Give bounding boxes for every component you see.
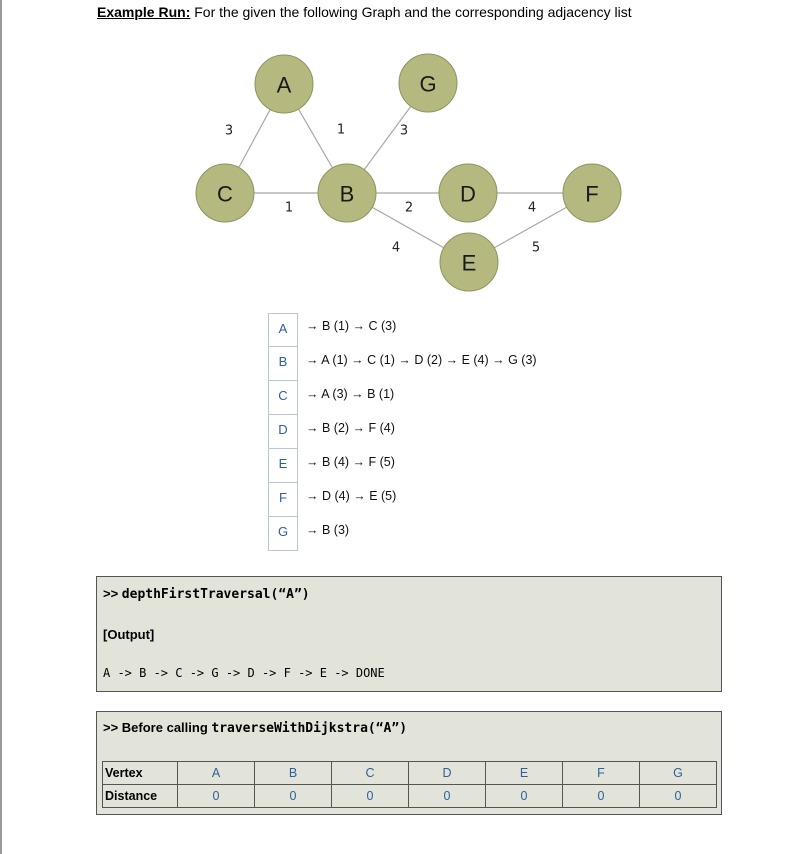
weight-e-f: 5	[531, 240, 541, 256]
node-e	[440, 233, 498, 291]
weight-g-b: 3	[399, 123, 409, 139]
vertex-cell: D	[409, 762, 486, 785]
vertex-cell: B	[255, 762, 332, 785]
dijkstra-command: traverseWithDijkstra(“A”)	[211, 721, 408, 736]
adjacency-neighbors: → B (4) → F (5)	[306, 455, 395, 469]
node-g-label: G	[419, 71, 437, 97]
node-c-label: C	[217, 181, 233, 207]
adjacency-neighbors: → D (4) → E (5)	[306, 489, 397, 503]
node-b	[318, 164, 376, 222]
distance-cell: 0	[563, 785, 640, 808]
distance-cell: 0	[255, 785, 332, 808]
adjacency-vertex: A	[268, 313, 298, 347]
vertex-cell: A	[178, 762, 255, 785]
node-f	[563, 164, 621, 222]
adjacency-vertex: C	[268, 381, 298, 415]
node-a	[255, 55, 313, 113]
dijkstra-prompt: >> Before calling	[103, 720, 212, 735]
weight-b-e: 4	[391, 240, 401, 256]
node-d-label: D	[460, 181, 476, 207]
adjacency-vertex: E	[268, 449, 298, 483]
adjacency-neighbors: → B (3)	[306, 523, 350, 537]
heading-text: For the given the following Graph and the corresponding adjacency list	[190, 4, 632, 20]
adjacency-vertex: D	[268, 415, 298, 449]
weight-b-d: 2	[404, 200, 414, 216]
node-g	[399, 54, 457, 112]
adjacency-neighbors: → B (2) → F (4)	[306, 421, 395, 435]
adjacency-neighbors: → A (1) → C (1) → D (2) → E (4) → G (3)	[306, 353, 537, 367]
node-d	[439, 164, 497, 222]
distance-cell: 0	[486, 785, 563, 808]
weight-d-f: 4	[527, 200, 537, 216]
adjacency-neighbors: → B (1) → C (3)	[306, 319, 397, 333]
weight-a-c: 3	[224, 123, 234, 139]
dfs-command: depthFirstTraversal(“A”)	[121, 587, 310, 602]
adjacency-vertex: B	[268, 347, 298, 381]
distance-row-label: Distance	[103, 785, 178, 808]
node-e-label: E	[461, 250, 477, 276]
node-c	[196, 164, 254, 222]
adjacency-vertex: G	[268, 517, 298, 551]
vertex-row	[103, 762, 717, 785]
dfs-command-line	[103, 586, 310, 602]
dfs-console-box	[96, 576, 722, 692]
weight-c-b: 1	[284, 200, 294, 216]
dfs-prompt: >>	[103, 586, 122, 601]
graph-diagram	[0, 0, 806, 300]
distance-table	[102, 761, 717, 808]
vertex-cell: F	[563, 762, 640, 785]
distance-cell: 0	[332, 785, 409, 808]
distance-row	[103, 785, 717, 808]
vertex-cell: C	[332, 762, 409, 785]
distance-cell: 0	[178, 785, 255, 808]
vertex-cell: E	[486, 762, 563, 785]
vertex-cell: G	[640, 762, 717, 785]
heading-label: Example Run:	[97, 4, 191, 20]
vertex-row-label: Vertex	[103, 762, 178, 785]
weight-a-b: 1	[336, 122, 346, 138]
adjacency-vertex: F	[268, 483, 298, 517]
node-f-label: F	[585, 181, 599, 207]
node-a-label: A	[276, 72, 292, 98]
distance-cell: 0	[640, 785, 717, 808]
dijkstra-command-line	[103, 720, 407, 736]
distance-cell: 0	[409, 785, 486, 808]
adjacency-neighbors: → A (3) → B (1)	[306, 387, 395, 401]
node-b-label: B	[339, 181, 355, 207]
dfs-output-label: [Output]	[103, 627, 155, 642]
dfs-output: A -> B -> C -> G -> D -> F -> E -> DONE	[103, 666, 385, 680]
